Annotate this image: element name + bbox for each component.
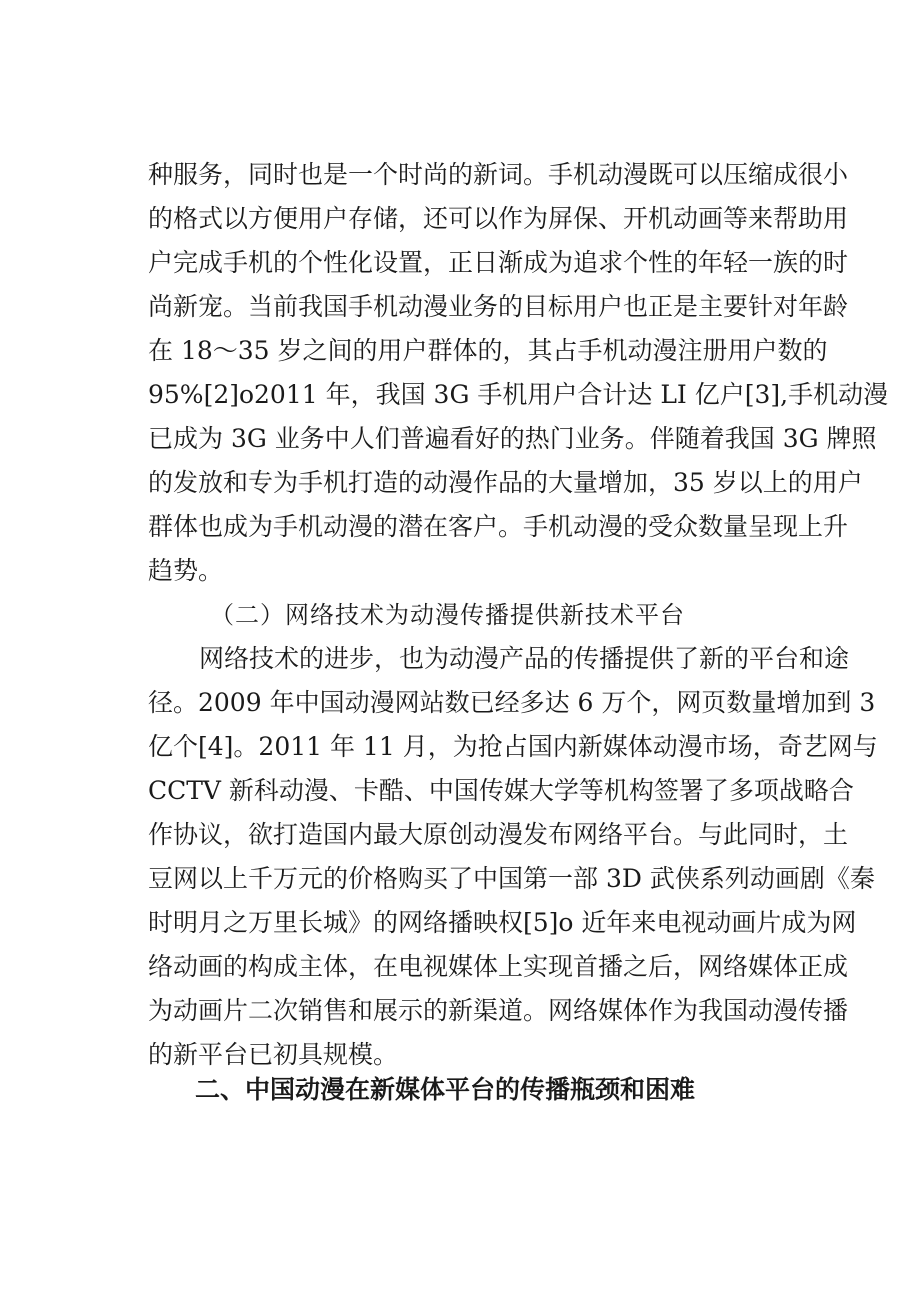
paragraph-line: 在 18～35 岁之间的用户群体的，其占手机动漫注册用户数的 [148,336,828,365]
section-heading: 二、中国动漫在新媒体平台的传播瓶颈和困难 [195,1075,696,1104]
paragraph-line: CCTV 新科动漫、卡酷、中国传媒大学等机构签署了多项战略合 [148,776,854,805]
paragraph-line: 尚新宠。当前我国手机动漫业务的目标用户也正是主要针对年龄 [148,292,849,321]
paragraph-line: 群体也成为手机动漫的潜在客户。手机动漫的受众数量呈现上升 [148,512,849,541]
paragraph-line: 的新平台已初具规模。 [148,1040,399,1069]
paragraph-line: 亿个[4]。2011 年 11 月，为抢占国内新媒体动漫市场，奇艺网与 [148,732,878,761]
paragraph-line: 为动画片二次销售和展示的新渠道。网络媒体作为我国动漫传播 [148,996,849,1025]
paragraph-line: 络动画的构成主体，在电视媒体上实现首播之后，网络媒体正成 [148,952,849,981]
section-subheading: （二）网络技术为动漫传播提供新技术平台 [210,601,685,629]
paragraph-line: 作协议，欲打造国内最大原创动漫发布网络平台。与此同时，土 [148,820,849,849]
paragraph-line: 已成为 3G 业务中人们普遍看好的热门业务。伴随着我国 3G 牌照 [148,424,877,453]
paragraph-line: 网络技术的进步，也为动漫产品的传播提供了新的平台和途 [199,644,850,673]
paragraph-line: 95%[2]o2011 年，我国 3G 手机用户合计达 LI 亿户[3],手机动漫 [148,380,889,409]
paragraph-line: 户完成手机的个性化设置，正日渐成为追求个性的年轻一族的时 [148,248,849,277]
paragraph-line: 时明月之万里长城》的网络播映权[5]o 近年来电视动画片成为网 [148,908,857,937]
paragraph-line: 豆网以上千万元的价格购买了中国第一部 3D 武侠系列动画剧《秦 [148,864,875,893]
paragraph-line: 趋势。 [148,556,224,585]
paragraph-line: 的格式以方便用户存储，还可以作为屏保、开机动画等来帮助用 [148,204,849,233]
paragraph-line: 的发放和专为手机打造的动漫作品的大量增加，35 岁以上的用户 [148,468,863,497]
paragraph-line: 径。2009 年中国动漫网站数已经多达 6 万个，网页数量增加到 3 [148,688,876,717]
paragraph-line: 种服务，同时也是一个时尚的新词。手机动漫既可以压缩成很小 [148,160,849,189]
